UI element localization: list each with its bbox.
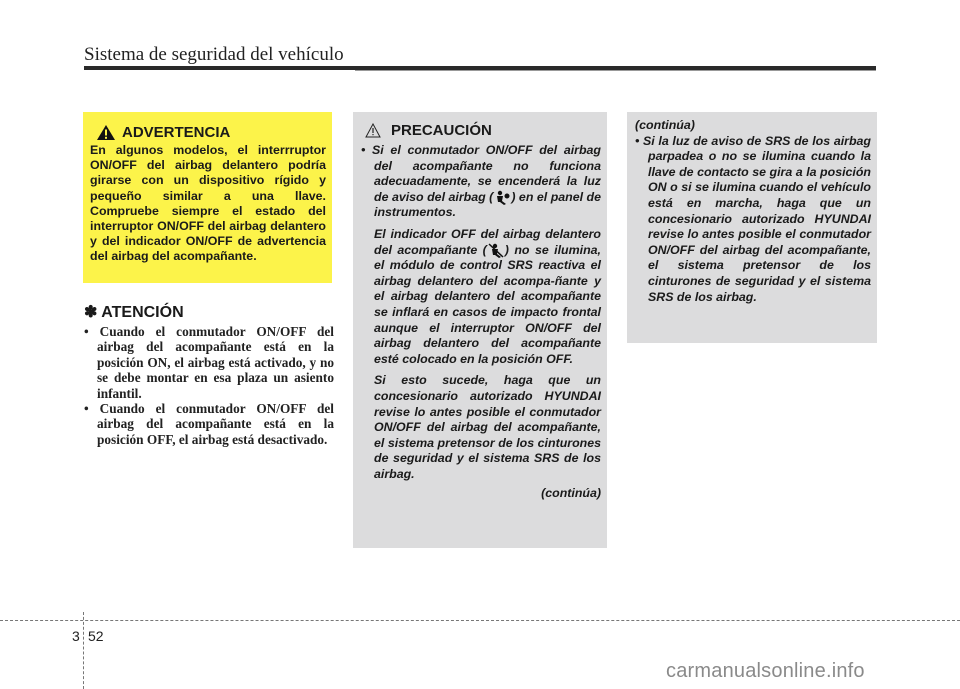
airbag-warning-icon: [494, 190, 510, 205]
atencion-title: ✽ ATENCIÓN: [84, 304, 184, 321]
continuation-box: [627, 112, 877, 343]
precaucion-heading: [365, 122, 601, 139]
caution-triangle-icon: [365, 123, 381, 138]
list-item: • Cuando el conmutador ON/OFF del airbag del acompañante está en la posición OFF, el airbag está desactivado.: [84, 401, 334, 447]
precaucion-box: [353, 112, 607, 548]
list-item: • Cuando el conmutador ON/OFF del airbag del acompañante está en la posición ON, el airbag está activado, y no se debe montar en esa plaza un asiento infantil.: [84, 324, 334, 401]
page-header-title: Sistema de seguridad del vehículo: [84, 44, 344, 65]
warning-heading: [96, 124, 326, 141]
precaucion-text: El indicador OFF del airbag delantero del acompañante (: [374, 226, 601, 257]
warning-triangle-icon: [96, 124, 116, 141]
precaucion-paragraph-1: [361, 143, 601, 221]
airbag-off-icon: [488, 243, 504, 258]
continuation-text: • Si la luz de aviso de SRS de los airbag parpadea o no se ilumina cuando la llave de contacto se gira a la posición ON o si se ilumina cuando el vehículo está en marcha, haga que un concesionario autorizado HYUNDAI revise lo antes posible el conmutador ON/OFF del airbag del acompañante, el sistema pretensor de los cinturones de seguridad y el sistema SRS de los airbag.: [635, 133, 871, 304]
header-rule-thin: [355, 70, 876, 71]
watermark: carmanualsonline.info: [666, 660, 865, 682]
warning-title: ADVERTENCIA: [122, 124, 231, 141]
precaucion-paragraph-3: Si esto sucede, haga que un concesionario autorizado HYUNDAI revise lo antes posible el conmutador ON/OFF del airbag del acompañante, el sistema pretensor de los cinturones de seguridad y el sistema SRS de los airbag.: [374, 373, 601, 481]
precaucion-title: PRECAUCIÓN: [391, 122, 492, 139]
chapter-number: 3: [72, 628, 80, 644]
continues-label: (continúa): [541, 486, 601, 501]
precaucion-text: ) en el panel de instrumentos.: [374, 189, 601, 220]
warning-body: En algunos modelos, el interrruptor ON/OFF del airbag delantero podría girarse con un dispositivo rígido y pequeño similar a una llave. Compruebe siempre el estado del interruptor ON/OFF del airbag delantero y del indicador ON/OFF de advertencia del airbag del acompañante.: [90, 143, 326, 264]
precaucion-text: • Si el conmutador ON/OFF del airbag del acompañante no funciona adecuadamente, se encenderá la luz de aviso del airbag (: [361, 143, 601, 204]
page-number: 52: [88, 628, 104, 644]
continuation-heading: (continúa): [635, 118, 695, 132]
atencion-list: [84, 324, 334, 447]
warning-box: [83, 112, 332, 283]
footer-vertical-rule: [83, 612, 85, 689]
precaucion-paragraph-2: [361, 227, 601, 367]
footer-horizontal-rule: [0, 620, 960, 621]
precaucion-text: ) no se ilumina, el módulo de control SRS reactiva el airbag delantero del acompa-ñante y el airbag delantero del acompañante se inflará en casos de impacto frontal aunque el interruptor ON/OFF del airbag delantero del acompañante esté colocado en la posición OFF.: [374, 242, 601, 366]
